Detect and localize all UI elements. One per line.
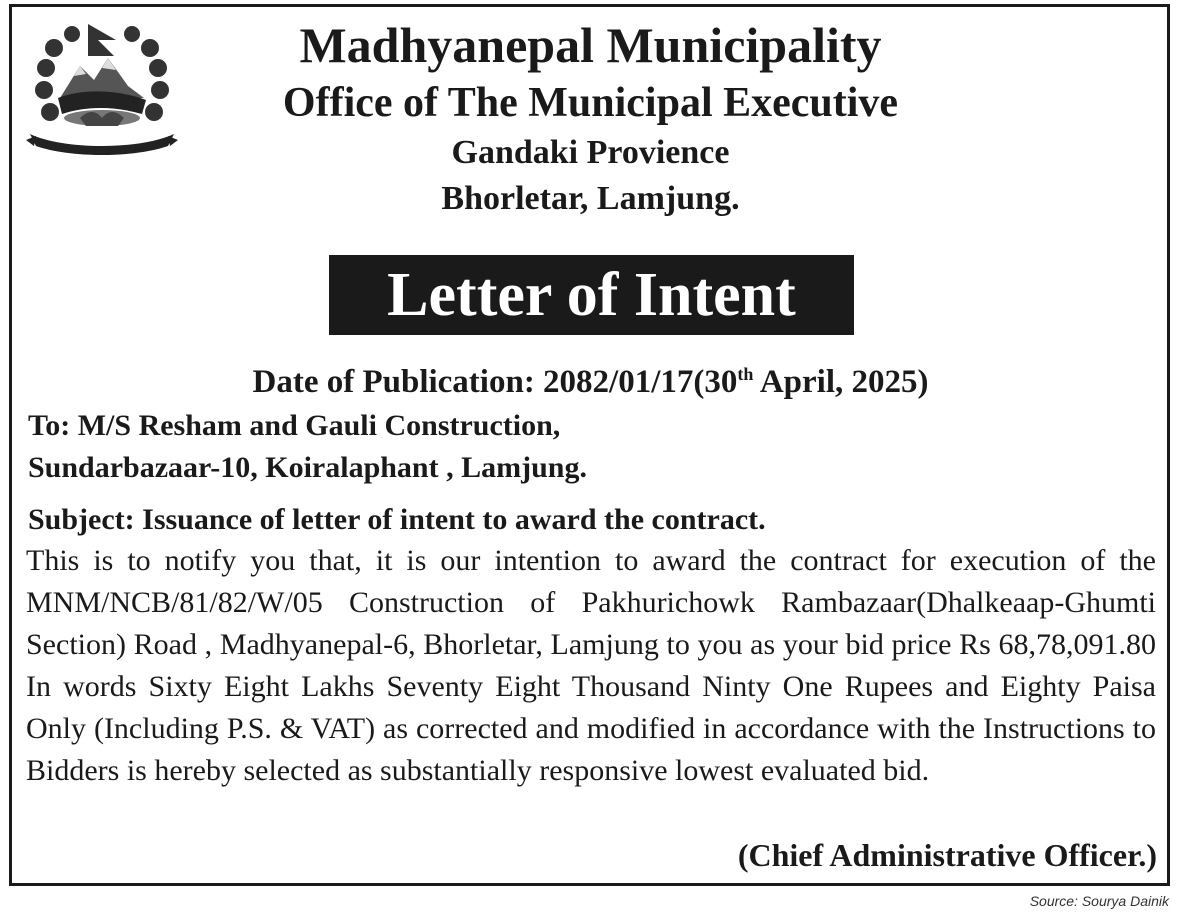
recipient-name: To: M/S Resham and Gauli Construction, (28, 409, 561, 442)
recipient-address: Sundarbazaar-10, Koiralaphant , Lamjung. (28, 451, 587, 484)
office-name: Office of The Municipal Executive (282, 80, 899, 126)
source-credit: Source: Sourya Dainik (1029, 893, 1169, 909)
subject-line: Subject: Issuance of letter of intent to award the contract. (28, 503, 766, 536)
office-address: Bhorletar, Lamjung. (441, 180, 740, 217)
notice-body: This is to notify you that, it is our intention to award the contract for execution of the MNM/NCB/81/82/W/05 Construction of Pakhurichowk Rambazaar(Dhalkeaap-Ghumti Section) Road , Madhyanepal-6, Bhorletar, Lamjung to you as your bid price Rs 68,78,091.80 In words Sixty Eight Lakhs Seventy Eight Thousand Ninty One Rupees and Eighty Paisa Only (Including P.S. & VAT) as corrected and modified in accordance with the Instructions to Bidders is hereby selected as substantially responsive lowest evaluated bid. (26, 544, 1156, 787)
publication-date-rest: April, 2025) (753, 364, 929, 400)
nepal-emblem-icon (24, 18, 180, 158)
province-name: Gandaki Provience (451, 134, 730, 171)
publication-date-suffix: th (737, 364, 754, 384)
document-title: Letter of Intent (329, 255, 854, 335)
signatory: (Chief Administrative Officer.) (737, 837, 1157, 873)
municipality-name: Madhyanepal Municipality (299, 17, 882, 73)
recipient-block (28, 405, 587, 489)
letterhead (180, 14, 1001, 222)
publication-date (0, 352, 1181, 404)
publication-date-label: Date of Publication: 2082/01/17(30 (252, 364, 738, 400)
